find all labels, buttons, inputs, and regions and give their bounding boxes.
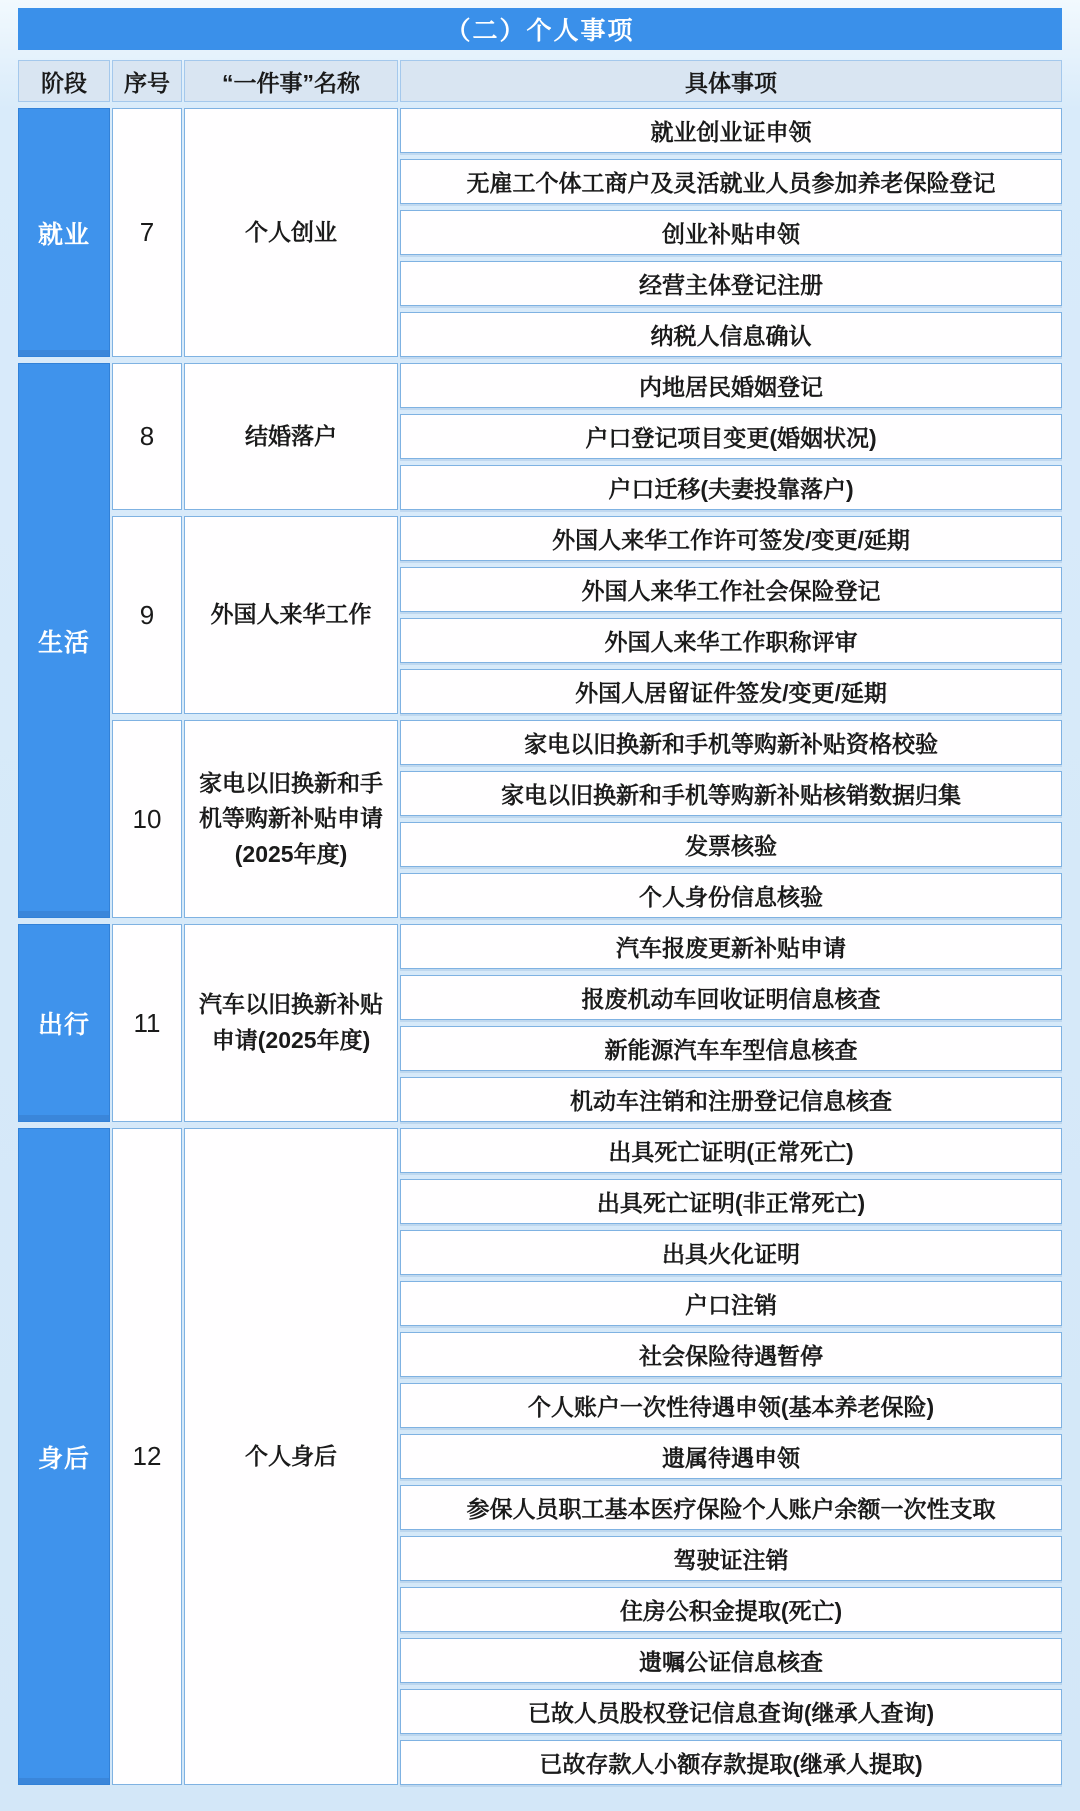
item-cell: 内地居民婚姻登记 [400,363,1062,408]
items-column [400,363,1062,510]
group-row [112,720,1062,918]
item-cell: 新能源汽车车型信息核查 [400,1026,1062,1071]
group-number: 10 [112,720,182,918]
group-number: 9 [112,516,182,714]
section-title: （二）个人事项 [445,17,635,45]
stage-groups [112,363,1062,918]
group-name: 外国人来华工作 [184,516,398,714]
items-column [400,924,1062,1122]
items-column [400,1128,1062,1785]
table-body [18,108,1062,1785]
item-cell: 外国人来华工作许可签发/变更/延期 [400,516,1062,561]
items-column [400,516,1062,714]
item-cell: 经营主体登记注册 [400,261,1062,306]
stage-groups [112,1128,1062,1785]
item-cell: 户口迁移(夫妻投靠落户) [400,465,1062,510]
item-cell: 创业补贴申领 [400,210,1062,255]
item-cell: 个人账户一次性待遇申领(基本养老保险) [400,1383,1062,1428]
stage-section [18,1128,1062,1785]
group-name: 个人创业 [184,108,398,357]
item-cell: 出具死亡证明(正常死亡) [400,1128,1062,1173]
item-cell: 社会保险待遇暂停 [400,1332,1062,1377]
column-header-number: 序号 [112,60,182,102]
item-cell: 报废机动车回收证明信息核查 [400,975,1062,1020]
item-cell: 家电以旧换新和手机等购新补贴资格校验 [400,720,1062,765]
stage-cell: 身后 [18,1128,110,1785]
item-cell: 户口登记项目变更(婚姻状况) [400,414,1062,459]
item-cell: 纳税人信息确认 [400,312,1062,357]
items-column [400,720,1062,918]
group-name: 汽车以旧换新补贴申请(2025年度) [184,924,398,1122]
stage-section [18,924,1062,1122]
item-cell: 户口注销 [400,1281,1062,1326]
column-header-name: “一件事”名称 [184,60,398,102]
group-row [112,1128,1062,1785]
column-header-stage: 阶段 [18,60,110,102]
item-cell: 遗嘱公证信息核查 [400,1638,1062,1683]
item-cell: 个人身份信息核验 [400,873,1062,918]
item-cell: 就业创业证申领 [400,108,1062,153]
group-row [112,363,1062,510]
group-number: 7 [112,108,182,357]
section-title-bar [18,8,1062,50]
item-cell: 驾驶证注销 [400,1536,1062,1581]
item-cell: 出具死亡证明(非正常死亡) [400,1179,1062,1224]
group-name: 结婚落户 [184,363,398,510]
item-cell: 外国人来华工作职称评审 [400,618,1062,663]
group-name: 个人身后 [184,1128,398,1785]
item-cell: 住房公积金提取(死亡) [400,1587,1062,1632]
stage-cell: 出行 [18,924,110,1122]
group-row [112,924,1062,1122]
group-number: 8 [112,363,182,510]
stage-groups [112,108,1062,357]
group-number: 12 [112,1128,182,1785]
item-cell: 外国人居留证件签发/变更/延期 [400,669,1062,714]
table-header-row [18,60,1062,102]
item-cell: 参保人员职工基本医疗保险个人账户余额一次性支取 [400,1485,1062,1530]
group-row [112,516,1062,714]
item-cell: 外国人来华工作社会保险登记 [400,567,1062,612]
stage-cell: 生活 [18,363,110,918]
stage-groups [112,924,1062,1122]
column-header-items: 具体事项 [400,60,1062,102]
item-cell: 出具火化证明 [400,1230,1062,1275]
group-number: 11 [112,924,182,1122]
group-name: 家电以旧换新和手机等购新补贴申请(2025年度) [184,720,398,918]
item-cell: 遗属待遇申领 [400,1434,1062,1479]
stage-cell: 就业 [18,108,110,357]
item-cell: 无雇工个体工商户及灵活就业人员参加养老保险登记 [400,159,1062,204]
group-row [112,108,1062,357]
item-cell: 已故人员股权登记信息查询(继承人查询) [400,1689,1062,1734]
stage-section [18,363,1062,918]
stage-section [18,108,1062,357]
items-column [400,108,1062,357]
item-cell: 汽车报废更新补贴申请 [400,924,1062,969]
item-cell: 机动车注销和注册登记信息核查 [400,1077,1062,1122]
item-cell: 已故存款人小额存款提取(继承人提取) [400,1740,1062,1785]
item-cell: 发票核验 [400,822,1062,867]
item-cell: 家电以旧换新和手机等购新补贴核销数据归集 [400,771,1062,816]
